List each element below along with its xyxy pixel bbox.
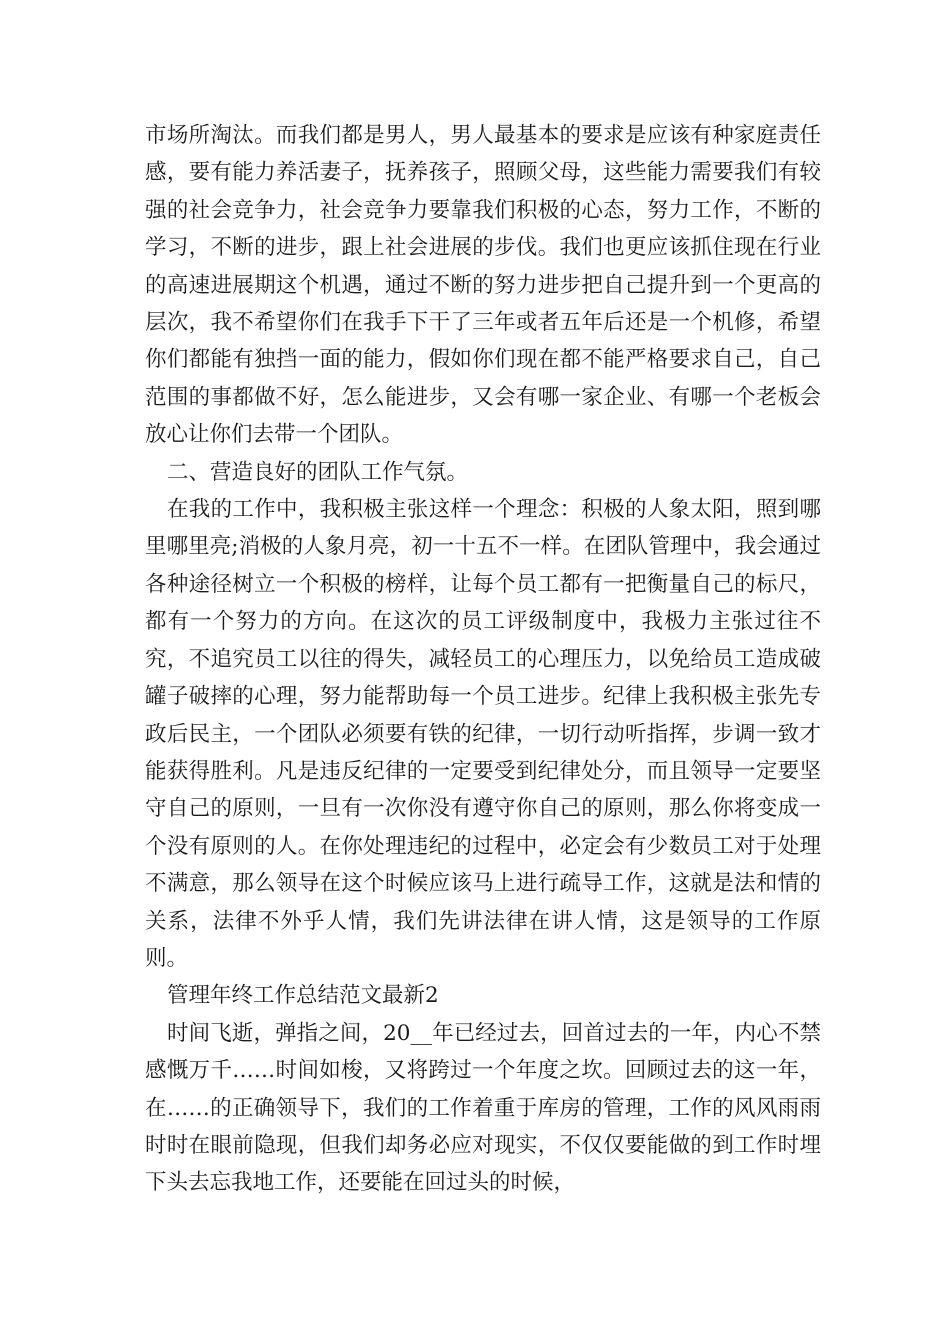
body-paragraph-1: 市场所淘汰。而我们都是男人，男人最基本的要求是应该有种家庭责任感，要有能力养活妻子，抚养孩子，照顾父母，这些能力需要我们有较强的社会竞争力，社会竞争力要靠我们积极的心态，努力工作，不断的学习，不断的进步，跟上社会进展的步伐。我们也更应该抓住现在行业的高速进展期这个机遇，通过不断的努力进步把自己提升到一个更高的层次，我不希望你们在我手下干了三年或者五年后还是一个机修，希望你们都能有独挡一面的能力，假如你们现在都不能严格要求自己，自己范围的事都做不好，怎么能进步，又会有哪一家企业、有哪一个老板会放心让你们去带一个团队。 <box>145 123 821 448</box>
body-paragraph-2: 在我的工作中，我积极主张这样一个理念：积极的人象太阳，照到哪里哪里亮;消极的人象月亮，初一十五不一样。在团队管理中，我会通过各种途径树立一个积极的榜样，让每个员工都有一把衡量自己的标尺，都有一个努力的方向。在这次的员工评级制度中，我极力主张过往不究，不追究员工以往的得失，减轻员工的心理压力，以免给员工造成破罐子破摔的心理，努力能帮助每一个员工进步。纪律上我积极主张先专政后民主，一个团队必须要有铁的纪律，一切行动听指挥，步调一致才能获得胜利。凡是违反纪律的一定要受到纪律处分，而且领导一定要坚守自己的原则，一旦有一次你没有遵守你自己的原则，那么你将变成一个没有原则的人。在你处理违纪的过程中，必定会有少数员工对于处理不满意，那么领导在这个时候应该马上进行疏导工作，这就是法和情的关系，法律不外乎人情，我们先讲法律在讲人情，这是领导的工作原则。 <box>145 497 821 971</box>
body-paragraph-3: 时间飞逝，弹指之间，20__年已经过去，回首过去的一年，内心不禁感慨万千……时间如梭，又将跨过一个年度之坎。回顾过去的这一年，在……的正确领导下，我们的工作着重于库房的管理，工作的风风雨雨时时在眼前隐现，但我们却务必应对现实，不仅仅要能做的到工作时埋下头去忘我地工作，还要能在回过头的时候， <box>145 1020 821 1196</box>
document-page <box>145 117 821 1202</box>
section-heading-summary-2: 管理年终工作总结范文最新2 <box>167 983 439 1009</box>
section-heading-team-atmosphere: 二、营造良好的团队工作气氛。 <box>167 459 469 485</box>
